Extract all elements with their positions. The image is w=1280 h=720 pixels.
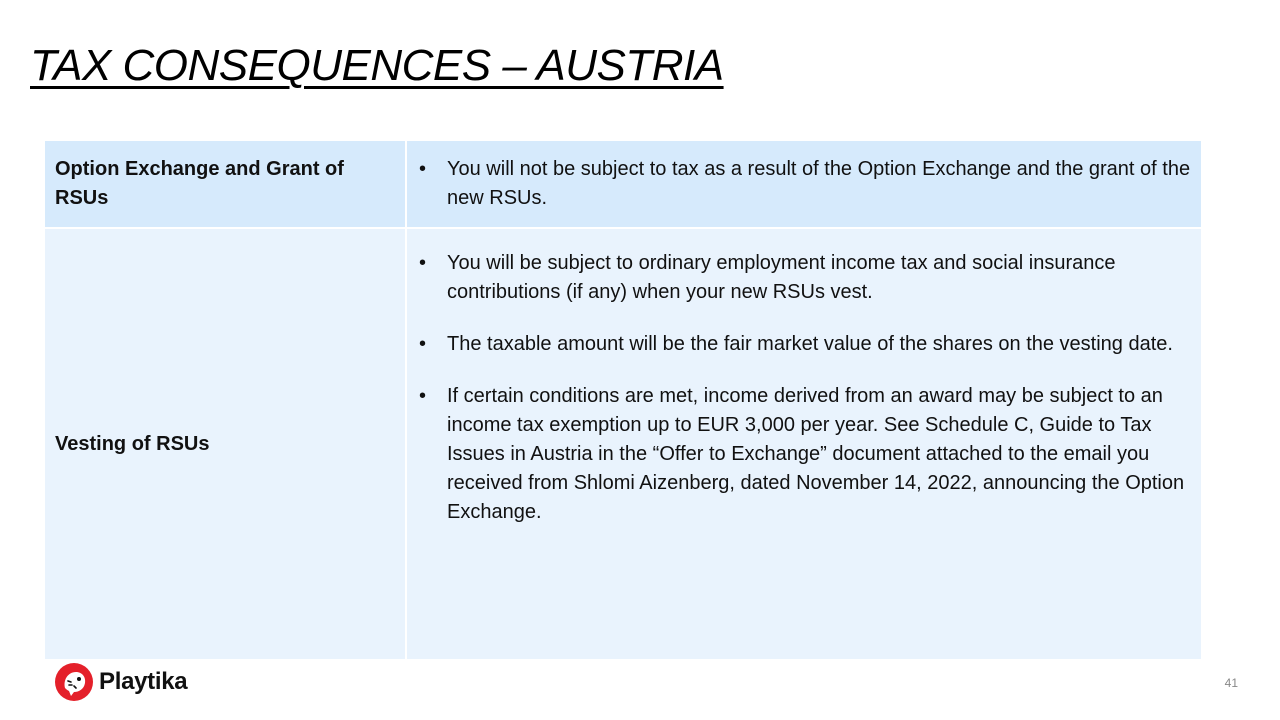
playtika-logo — [54, 662, 187, 702]
row-label: Vesting of RSUs — [44, 228, 406, 660]
bullet-list — [417, 249, 1195, 527]
logo-text: Playtika — [99, 668, 188, 695]
page-number: 41 — [1224, 676, 1238, 690]
table-row — [44, 228, 1202, 660]
tax-consequences-table — [43, 139, 1203, 661]
bullet-item: • You will not be subject to tax as a result of the Option Exchange and the grant of the new RSUs. — [417, 155, 1195, 213]
bullet-list — [417, 155, 1195, 213]
row-label: Option Exchange and Grant of RSUs — [44, 140, 406, 228]
playtika-cheetah-icon — [54, 662, 94, 702]
table-row — [44, 140, 1202, 228]
slide-title: TAX CONSEQUENCES – AUSTRIA — [30, 41, 724, 90]
row-content — [406, 140, 1202, 228]
bullet-item: • If certain conditions are met, income derived from an award may be subject to an income tax exemption up to EUR 3,000 per year. See Schedule C, Guide to Tax Issues in Austria in the “Offer to Exchange” document attached to the email you received from Shlomi Aizenberg, dated November 14, 2022, announcing the Option Exchange. — [417, 382, 1195, 527]
bullet-item: • The taxable amount will be the fair market value of the shares on the vesting date. — [417, 330, 1195, 359]
bullet-item: • You will be subject to ordinary employment income tax and social insurance contributions (if any) when your new RSUs vest. — [417, 249, 1195, 307]
row-content — [406, 228, 1202, 660]
